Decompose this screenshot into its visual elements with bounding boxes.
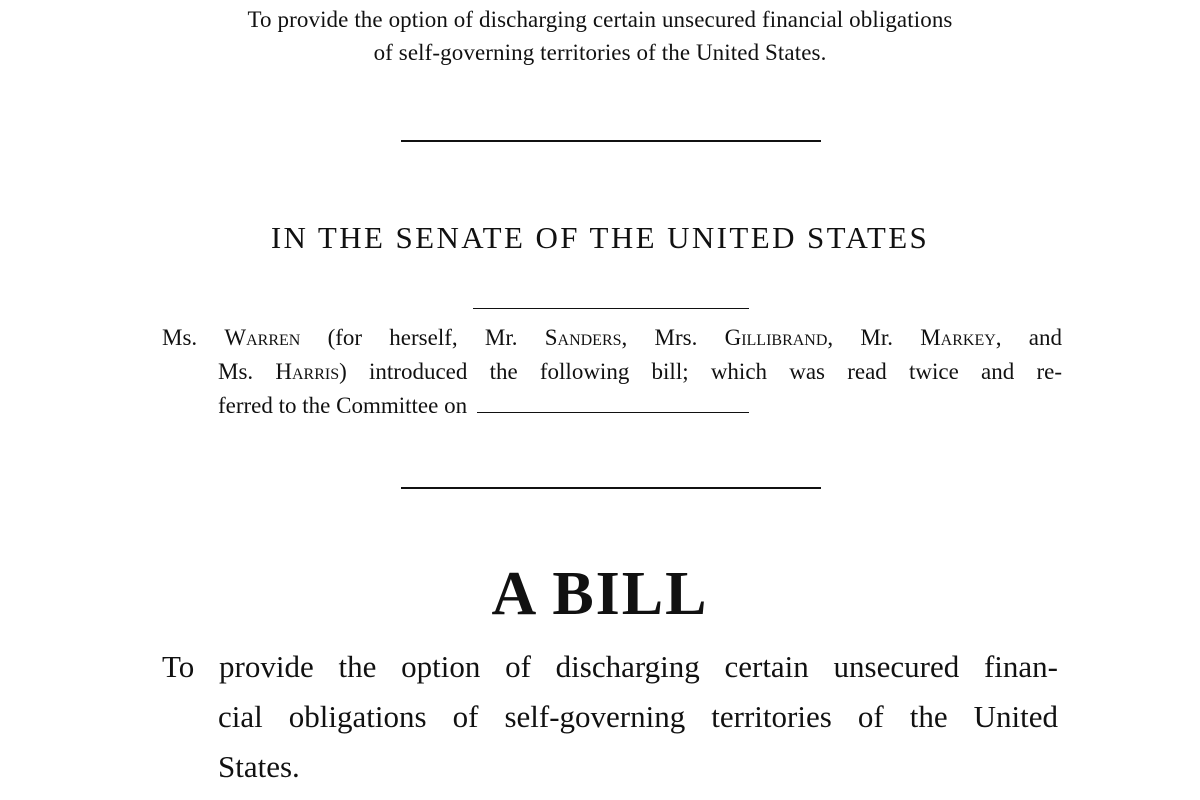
purpose-line-1: To provide the option of discharging certain unsecured finan- — [162, 649, 1058, 684]
introduction-line-1 — [162, 320, 1062, 356]
bottom-divider — [401, 487, 821, 489]
introduction-line-3 — [218, 388, 749, 424]
bill-title-line-1: To provide the option of discharging certain unsecured financial obligations — [247, 7, 953, 32]
chamber-divider — [473, 308, 749, 309]
cosponsor-markey: Markey — [920, 325, 996, 350]
intro-text: , Mr. — [827, 325, 921, 350]
intro-text: , and — [995, 325, 1062, 350]
bill-title-line-2: of self-governing territories of the United States. — [373, 40, 827, 65]
bill-heading: A BILL — [491, 560, 709, 628]
chamber-heading: IN THE SENATE OF THE UNITED STATES — [270, 220, 930, 255]
purpose-line-3: States. — [218, 749, 300, 784]
introduction-line-2 — [218, 354, 1062, 390]
cosponsor-sanders: Sanders — [544, 325, 622, 350]
purpose-line-2: cial obligations of self-governing territories of the United — [218, 699, 1058, 734]
intro-text: Ms. — [162, 325, 225, 350]
top-divider — [401, 140, 821, 142]
sponsor-warren: Warren — [224, 325, 301, 350]
intro-text: Ms. — [218, 359, 276, 384]
cosponsor-harris: Harris — [275, 359, 340, 384]
intro-text: ) introduced the following bill; which was read twice and re- — [339, 359, 1062, 384]
intro-text: , Mrs. — [621, 325, 725, 350]
committee-blank-line — [477, 394, 749, 413]
cosponsor-gillibrand: Gillibrand — [724, 325, 828, 350]
committee-referral-text: ferred to the Committee on — [218, 393, 468, 418]
intro-text: (for herself, Mr. — [300, 325, 545, 350]
